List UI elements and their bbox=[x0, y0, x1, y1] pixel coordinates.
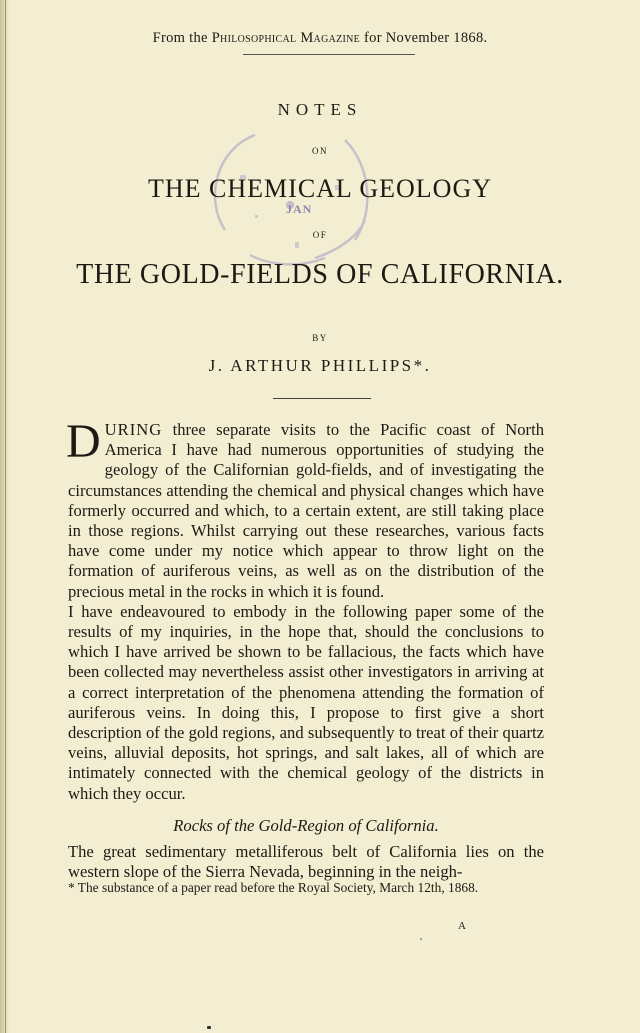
paragraph-2: I have endeavoured to embody in the following paper some of the results of my inquiries, in the hope that, should the conclusions to which I have arrived be shown to be fallacious, the facts which have been collected may nevertheless assist other investigators in arriving at a correct interpretation of the phenomena attending the formation of auriferous veins. In doing this, I propose to first give a short description of the gold regions, and subsequently to treat of their quartz veins, alluvial deposits, hot springs, and salt lakes, all of which are intimately connected with the chemical geology of the districts in which they occur. bbox=[68, 601, 544, 803]
footnote-text: * The substance of a paper read before the Royal Society, March 12th, 1868. bbox=[68, 880, 479, 895]
paragraph-1 bbox=[66, 415, 544, 602]
heading-on: ON bbox=[312, 146, 328, 156]
footnote bbox=[68, 880, 544, 896]
heading-by: BY bbox=[312, 333, 328, 343]
signature-mark: A bbox=[458, 920, 467, 932]
header-rule bbox=[243, 54, 415, 55]
source-prefix: From the bbox=[152, 30, 208, 46]
title-line-1: THE CHEMICAL GEOLOGY bbox=[148, 174, 492, 203]
source-suffix: for November 1868. bbox=[364, 30, 488, 46]
ink-speck-small bbox=[420, 938, 422, 940]
paragraph-1-text: three separate visits to the Pacific coast of North America I have had numerous opportunities of studying the geology of the Californian gold-fields, and of investigating the circumstances attending the chemical and physical changes which have formerly occurred and which, to a certain extent, are still taking place in those regions. Whilst carrying out these researches, various facts have come under my notice which appear to throw light on the formation of auriferous veins, as well as on the distribution of the precious metal in the rocks in which it is found. bbox=[68, 420, 544, 601]
stamp-date: JAN bbox=[286, 202, 313, 216]
first-word-rest: URING bbox=[104, 420, 163, 439]
heading-notes: NOTES bbox=[277, 100, 363, 119]
source-journal: Philosophical Magazine bbox=[211, 30, 361, 46]
title-rule bbox=[273, 398, 371, 399]
article-body bbox=[66, 415, 544, 882]
title-line-2: THE GOLD-FIELDS OF CALIFORNIA. bbox=[76, 259, 564, 290]
paragraph-3: The great sedimentary metalliferous belt of California lies on the western slope of the Sierra Nevada, beginning in the neigh- bbox=[68, 842, 544, 882]
drop-cap: D bbox=[66, 415, 101, 468]
author-name: J. ARTHUR PHILLIPS*. bbox=[208, 356, 432, 375]
ink-speck bbox=[207, 1026, 211, 1029]
source-line bbox=[0, 30, 640, 47]
section-heading: Rocks of the Gold-Region of California. bbox=[173, 815, 439, 835]
heading-of: OF bbox=[312, 230, 328, 240]
